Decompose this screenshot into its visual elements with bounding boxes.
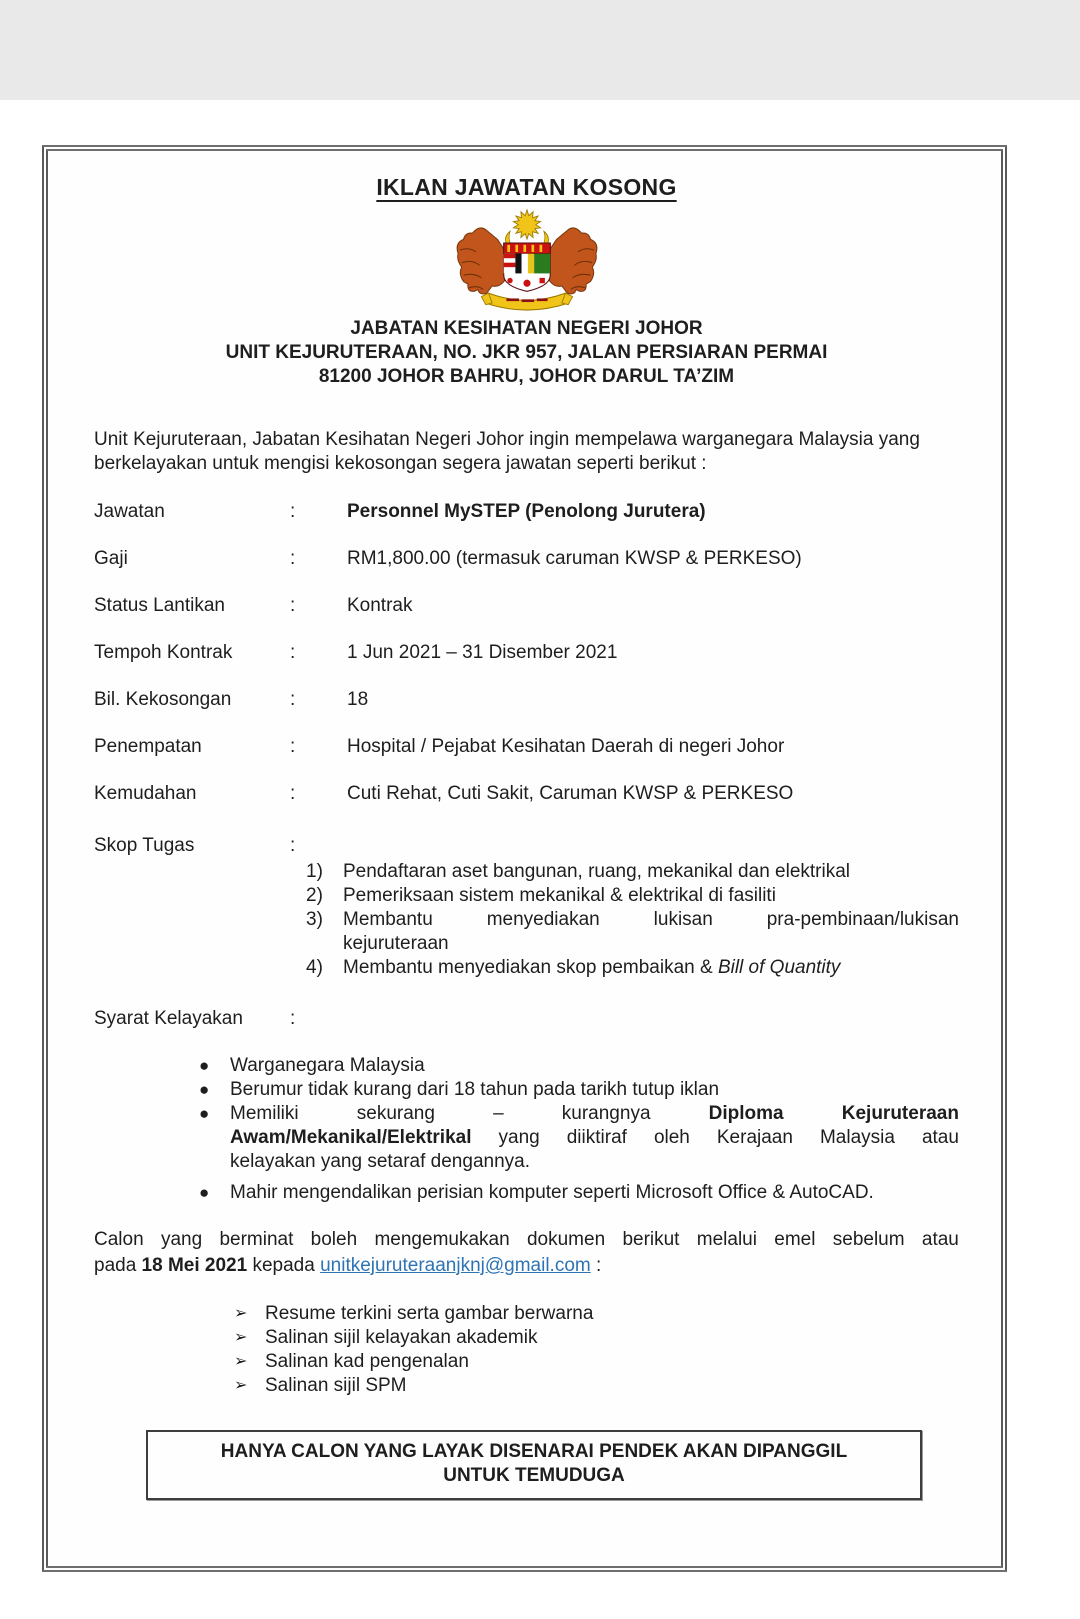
bullet-icon: ● <box>199 1080 210 1099</box>
email-link[interactable]: unitkejuruteraanjknj@gmail.com <box>320 1255 591 1276</box>
bullet-icon: ● <box>199 1056 210 1075</box>
document-item-text: Salinan kad pengenalan <box>265 1351 469 1372</box>
detail-colon: : <box>290 501 296 522</box>
organization-block <box>94 317 959 389</box>
syarat-item-text <box>230 1054 959 1078</box>
document-item <box>234 1302 959 1326</box>
detail-value <box>347 500 959 524</box>
syarat-item-text <box>230 1078 959 1102</box>
details-table <box>94 500 959 806</box>
skop-item-text <box>343 860 959 884</box>
top-gray-band <box>0 0 1080 100</box>
text-part: kejuruteraan <box>343 933 449 954</box>
skop-item-text <box>343 956 959 980</box>
text-part: 1 Jun 2021 – 31 Disember 2021 <box>347 642 618 663</box>
text-part: Bill of Quantity <box>717 957 841 978</box>
text-part: oleh <box>653 1127 690 1148</box>
notice-line: UNTUK TEMUDUGA <box>443 1465 625 1486</box>
detail-row <box>94 547 959 571</box>
syarat-kelayakan-list <box>199 1054 959 1205</box>
text-part: menyediakan <box>486 909 600 930</box>
skop-item-number: 3) <box>306 909 323 930</box>
detail-value <box>347 782 959 806</box>
text-part: mengemukakan <box>374 1229 510 1250</box>
syarat-item <box>199 1078 959 1102</box>
text-part: : <box>590 1255 602 1276</box>
text-part: 18 Mei 2021 <box>141 1255 248 1276</box>
text-part: Malaysia <box>819 1127 895 1148</box>
skop-tugas-label: Skop Tugas <box>94 835 195 856</box>
skop-item <box>306 908 959 956</box>
skop-item-number: 1) <box>306 861 323 882</box>
detail-label: Penempatan <box>94 736 202 757</box>
documents-list <box>234 1302 959 1398</box>
arrow-bullet-icon: ➢ <box>234 1329 248 1346</box>
detail-colon: : <box>290 642 296 663</box>
org-line-2: UNIT KEJURUTERAAN, NO. JKR 957, JALAN PERSIARAN PERMAI <box>225 342 828 363</box>
justified-line <box>343 908 959 932</box>
syarat-item-text <box>230 1102 959 1174</box>
document-item <box>234 1350 959 1374</box>
skop-item-text <box>343 908 959 956</box>
detail-value <box>347 688 959 712</box>
text-part: Warganegara Malaysia <box>230 1055 425 1076</box>
notice-line: HANYA CALON YANG LAYAK DISENARAI PENDEK AKAN DIPANGGIL <box>220 1441 848 1462</box>
detail-colon: : <box>290 548 296 569</box>
text-part: Membantu menyediakan skop pembaikan & <box>343 957 718 978</box>
text-line <box>230 1078 959 1102</box>
detail-row <box>94 735 959 759</box>
text-part: Personnel MySTEP (Penolong Jurutera) <box>347 501 706 522</box>
malaysia-coat-of-arms-logo <box>94 207 959 313</box>
syarat-kelayakan-row <box>94 1007 959 1031</box>
text-part: Memiliki <box>230 1103 299 1124</box>
text-part: pada <box>94 1255 142 1276</box>
skop-item <box>306 884 959 908</box>
skop-item <box>306 956 959 980</box>
text-part: Calon <box>94 1229 144 1250</box>
skop-item-number: 4) <box>306 957 323 978</box>
detail-label: Tempoh Kontrak <box>94 642 233 663</box>
text-part: Hospital / Pejabat Kesihatan Daerah di negeri Johor <box>347 736 785 757</box>
page-title: IKLAN JAWATAN KOSONG <box>376 174 677 200</box>
skop-item-number: 2) <box>306 885 323 906</box>
text-part: boleh <box>310 1229 358 1250</box>
skop-item-text <box>343 884 959 908</box>
text-part: Kejuruteraan <box>841 1103 959 1124</box>
skop-item <box>306 860 959 884</box>
arrow-bullet-icon: ➢ <box>234 1377 248 1394</box>
bullet-icon: ● <box>199 1104 210 1123</box>
text-line <box>230 1181 959 1205</box>
detail-row <box>94 594 959 618</box>
document-item-text: Resume terkini serta gambar berwarna <box>265 1303 594 1324</box>
detail-label: Kemudahan <box>94 783 197 804</box>
text-part: – <box>493 1103 504 1124</box>
syarat-item <box>199 1181 959 1205</box>
justified-line <box>230 1126 959 1150</box>
text-part: yang <box>498 1127 540 1148</box>
notice-box <box>146 1430 922 1500</box>
document-item-text: Salinan sijil SPM <box>265 1375 407 1396</box>
text-part: kepada <box>247 1255 321 1276</box>
text-line <box>343 860 959 884</box>
detail-label: Jawatan <box>94 501 165 522</box>
skop-tugas-colon: : <box>290 835 296 856</box>
text-part: emel <box>774 1229 816 1250</box>
text-part: Membantu <box>343 909 433 930</box>
detail-colon: : <box>290 783 296 804</box>
text-part: kurangnya <box>561 1103 651 1124</box>
text-part: Cuti Rehat, Cuti Sakit, Caruman KWSP & PERKESO <box>347 783 794 804</box>
text-line <box>343 956 959 980</box>
text-part: diiktiraf <box>566 1127 627 1148</box>
text-part: Berumur tidak kurang dari 18 tahun pada tarikh tutup iklan <box>230 1079 720 1100</box>
text-part: lukisan <box>653 909 713 930</box>
text-part: 18 <box>347 689 369 710</box>
text-part: sebelum <box>832 1229 905 1250</box>
skop-tugas-list <box>306 860 959 980</box>
text-part: Pendaftaran aset bangunan, ruang, mekanikal dan elektrikal <box>343 861 851 882</box>
detail-row <box>94 782 959 806</box>
arrow-bullet-icon: ➢ <box>234 1305 248 1322</box>
text-part: RM1,800.00 (termasuk caruman KWSP & PERKESO) <box>347 548 802 569</box>
text-part: berminat <box>219 1229 294 1250</box>
text-part: berikut <box>622 1229 680 1250</box>
detail-label: Status Lantikan <box>94 595 225 616</box>
bullet-icon: ● <box>199 1183 210 1202</box>
text-part: Mahir mengendalikan perisian komputer seperti Microsoft Office & AutoCAD. <box>230 1182 874 1203</box>
document-content <box>48 151 1001 1500</box>
detail-colon: : <box>290 689 296 710</box>
detail-value <box>347 641 959 665</box>
detail-colon: : <box>290 595 296 616</box>
skop-tugas-row <box>94 834 959 858</box>
text-part: melalui <box>696 1229 757 1250</box>
text-part: dokumen <box>526 1229 606 1250</box>
text-line <box>343 932 959 956</box>
text-part: kelayakan yang setaraf dengannya. <box>230 1151 530 1172</box>
syarat-item <box>199 1102 959 1174</box>
syarat-item-text <box>230 1181 959 1205</box>
coat-of-arms-icon <box>451 207 603 313</box>
detail-value <box>347 547 959 571</box>
detail-row <box>94 500 959 524</box>
text-line <box>94 1253 959 1279</box>
document-item <box>234 1374 959 1398</box>
text-line <box>230 1054 959 1078</box>
justified-line <box>230 1102 959 1126</box>
text-part: atau <box>921 1229 959 1250</box>
detail-row <box>94 688 959 712</box>
syarat-kelayakan-label: Syarat Kelayakan <box>94 1008 243 1029</box>
arrow-bullet-icon: ➢ <box>234 1353 248 1370</box>
org-line-1: JABATAN KESIHATAN NEGERI JOHOR <box>350 318 703 339</box>
text-part: Pemeriksaan sistem mekanikal & elektrikal di fasiliti <box>343 885 776 906</box>
syarat-kelayakan-colon: : <box>290 1008 296 1029</box>
text-part: Kerajaan <box>716 1127 793 1148</box>
document-item <box>234 1326 959 1350</box>
text-part: Awam/Mekanikal/Elektrikal <box>230 1127 472 1148</box>
detail-value <box>347 594 959 618</box>
text-part: yang <box>160 1229 203 1250</box>
detail-label: Bil. Kekosongan <box>94 689 232 710</box>
detail-row <box>94 641 959 665</box>
text-part: sekurang <box>356 1103 435 1124</box>
detail-value <box>347 735 959 759</box>
intro-paragraph: Unit Kejuruteraan, Jabatan Kesihatan Negeri Johor ingin mempelawa warganegara Malaysia yang berkelayakan untuk mengisi kekosongan segera jawatan seperti berikut : <box>94 429 920 474</box>
org-line-3: 81200 JOHOR BAHRU, JOHOR DARUL TA’ZIM <box>318 366 735 387</box>
text-part: atau <box>921 1127 959 1148</box>
syarat-item <box>199 1054 959 1078</box>
text-part: Diploma <box>708 1103 784 1124</box>
text-line <box>343 884 959 908</box>
apply-paragraph <box>94 1227 959 1279</box>
document-frame <box>42 145 1007 1572</box>
text-line <box>230 1150 959 1174</box>
text-part: Kontrak <box>347 595 413 616</box>
justified-line <box>94 1227 959 1253</box>
detail-colon: : <box>290 736 296 757</box>
text-part: pra-pembinaan/lukisan <box>766 909 959 930</box>
detail-label: Gaji <box>94 548 128 569</box>
document-item-text: Salinan sijil kelayakan akademik <box>265 1327 538 1348</box>
